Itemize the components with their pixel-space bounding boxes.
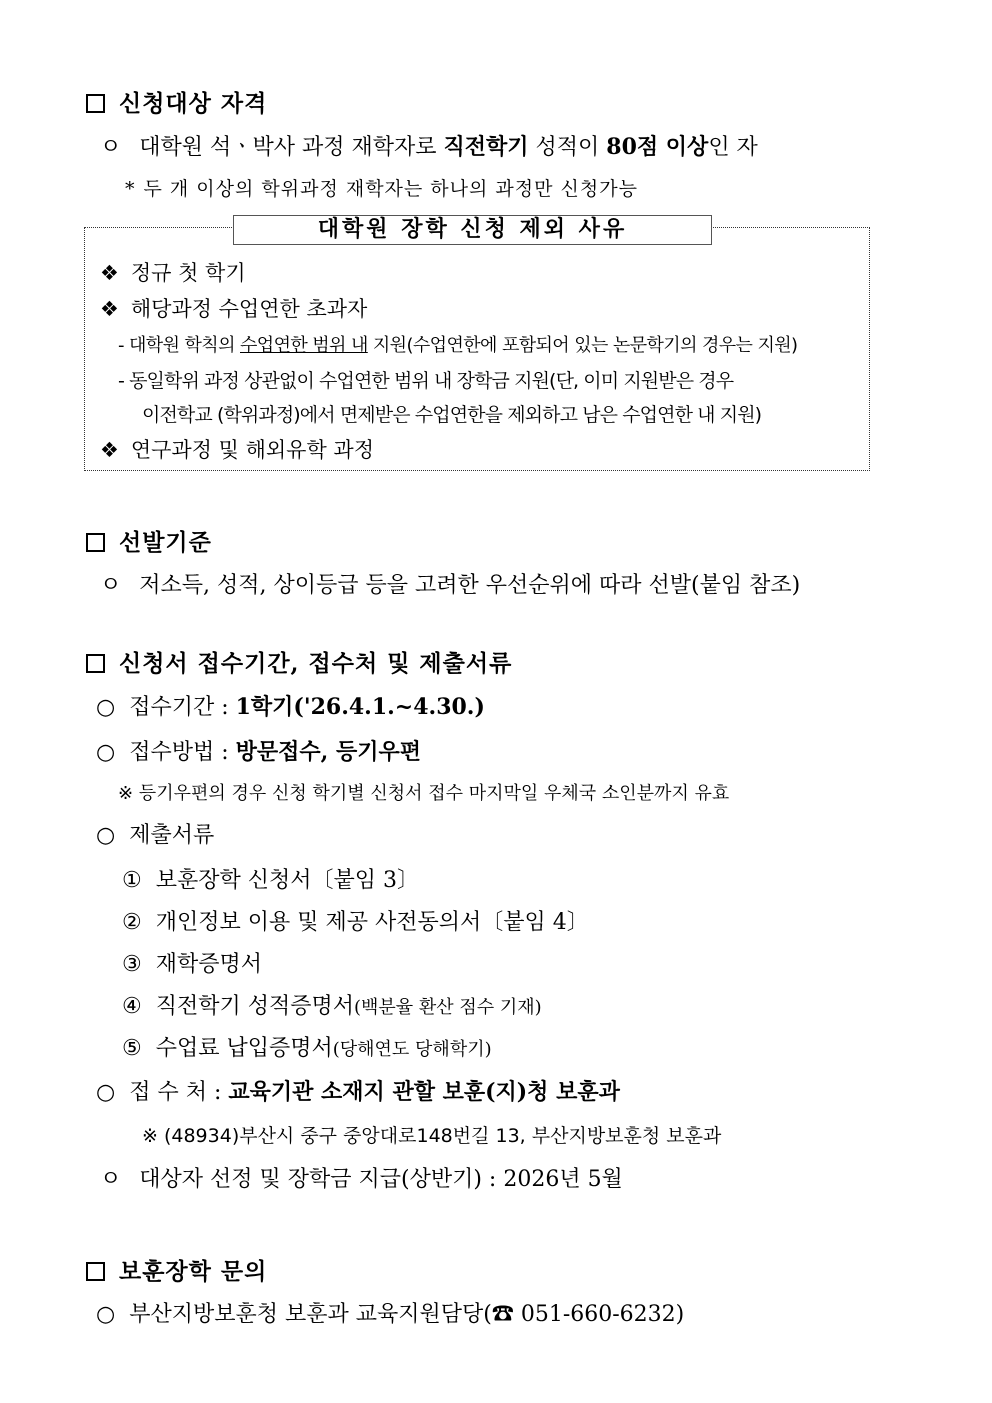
exclusion-item-1 <box>100 257 246 287</box>
bold-text: 직전학기 <box>443 134 529 160</box>
payment-line <box>100 1162 623 1193</box>
label: 제출서류 <box>129 823 215 848</box>
section-title: 신청대상 자격 <box>119 90 268 117</box>
diamond-bullet-icon: ❖ <box>100 438 119 462</box>
method-line <box>96 735 421 766</box>
text: - 대학원 학칙의 <box>118 335 240 356</box>
number: ④ <box>122 994 142 1019</box>
method-note: ※ 등기우편의 경우 신청 학기별 신청서 접수 마지막일 우체국 소인분까지 유효 <box>118 783 730 804</box>
number: ③ <box>122 952 142 977</box>
doc-item <box>122 905 589 936</box>
checkbox-square-icon <box>86 94 105 113</box>
period-line <box>96 690 485 721</box>
text: 재학증명서 <box>155 952 262 977</box>
text: 정규 첫 학기 <box>130 261 246 285</box>
text: 해당과정 수업연한 초과자 <box>130 297 368 321</box>
number: ① <box>122 868 142 893</box>
text: 수업료 납입증명서 <box>155 1036 333 1061</box>
section-title: 신청서 접수기간, 접수처 및 제출서류 <box>119 650 513 677</box>
text: 인 자 <box>708 135 758 160</box>
checkbox-square-icon <box>86 654 105 673</box>
number: ⑤ <box>122 1036 142 1061</box>
eligibility-note <box>125 174 638 201</box>
checkbox-square-icon <box>86 533 105 552</box>
text: 지원(수업연한에 포함되어 있는 논문학기의 경우는 지원) <box>367 335 798 356</box>
method-value: 방문접수, 등기우편 <box>235 739 421 765</box>
exclusion-sub-1 <box>118 331 797 357</box>
place-value: 교육기관 소재지 관할 보훈(지)청 보훈과 <box>228 1079 620 1105</box>
section-heading-criteria <box>86 524 212 557</box>
diamond-bullet-icon: ❖ <box>100 297 119 321</box>
text: 부산지방보훈청 보훈과 교육지원담당( <box>129 1302 492 1327</box>
small-text: (당해연도 당해학기) <box>332 1039 492 1060</box>
circle-bullet-icon: ○ <box>96 1302 116 1327</box>
exclusion-sub-2a: - 동일학위 과정 상관없이 수업연한 범위 내 장학금 지원(단, 이미 지원받은 경우 <box>118 370 734 392</box>
text: 개인정보 이용 및 제공 사전동의서〔붙임 4〕 <box>155 910 589 935</box>
place-note: ※ (48934)부산시 중구 중앙대로148번길 13, 부산지방보훈청 보훈과 <box>142 1125 722 1147</box>
text: 보훈장학 신청서〔붙임 3〕 <box>155 868 419 893</box>
circle-bullet-icon: ○ <box>96 823 116 848</box>
small-text: (백분율 환산 점수 기재) <box>354 997 542 1018</box>
text: 대학원 석ㆍ박사 과정 재학자로 <box>139 135 444 160</box>
section-heading-eligibility <box>86 85 267 118</box>
checkbox-square-icon <box>86 1262 105 1281</box>
bullet: ㅇ <box>100 135 122 160</box>
bold-text: 80점 이상 <box>606 134 709 160</box>
doc-item <box>122 1031 492 1062</box>
diamond-bullet-icon: ❖ <box>100 261 119 285</box>
text: 저소득, 성적, 상이등급 등을 고려한 우선순위에 따라 선발(붙임 참조) <box>139 573 801 598</box>
criteria-line <box>100 568 800 599</box>
phone-number: 051-660-6232) <box>513 1302 685 1327</box>
doc-item <box>122 989 542 1020</box>
exclusion-sub-2b: 이전학교 (학위과정)에서 면제받은 수업연한을 제외하고 남은 수업연한 내 지원) <box>142 404 762 426</box>
exclusion-box-title: 대학원 장학 신청 제외 사유 <box>233 215 712 245</box>
section-heading-application <box>86 645 512 678</box>
doc-item <box>122 863 419 894</box>
phone-icon: ☎ <box>491 1302 514 1327</box>
place-line <box>96 1075 620 1106</box>
circle-bullet-icon: ○ <box>96 1080 116 1105</box>
circle-bullet-icon: ○ <box>96 740 116 765</box>
section-title: 보훈장학 문의 <box>119 1258 268 1285</box>
eligibility-line <box>100 130 758 161</box>
doc-item <box>122 947 262 978</box>
number: ② <box>122 910 142 935</box>
text: 직전학기 성적증명서 <box>155 994 354 1019</box>
docs-heading <box>96 818 214 849</box>
period-value: 1학기('26.4.1.~4.30.) <box>235 694 485 720</box>
label: 접수기간 : <box>129 695 236 720</box>
text: 대상자 선정 및 장학금 지급(상반기) : 2026년 5월 <box>139 1167 623 1192</box>
text: 연구과정 및 해외유학 과정 <box>130 438 374 462</box>
asterisk: * <box>125 178 136 200</box>
circle-bullet-icon: ○ <box>96 695 116 720</box>
bullet: ㅇ <box>100 1167 122 1192</box>
section-heading-inquiry <box>86 1253 267 1286</box>
exclusion-item-3 <box>100 434 374 464</box>
label: 접 수 처 : <box>129 1080 229 1105</box>
section-title: 선발기준 <box>119 529 212 556</box>
contact-line <box>96 1297 684 1328</box>
exclusion-item-2 <box>100 293 367 323</box>
bullet: ㅇ <box>100 573 122 598</box>
label: 접수방법 : <box>129 740 236 765</box>
text: 두 개 이상의 학위과정 재학자는 하나의 과정만 신청가능 <box>143 178 638 200</box>
text: 성적이 <box>528 135 607 160</box>
underlined-text: 수업연한 범위 내 <box>240 335 368 356</box>
